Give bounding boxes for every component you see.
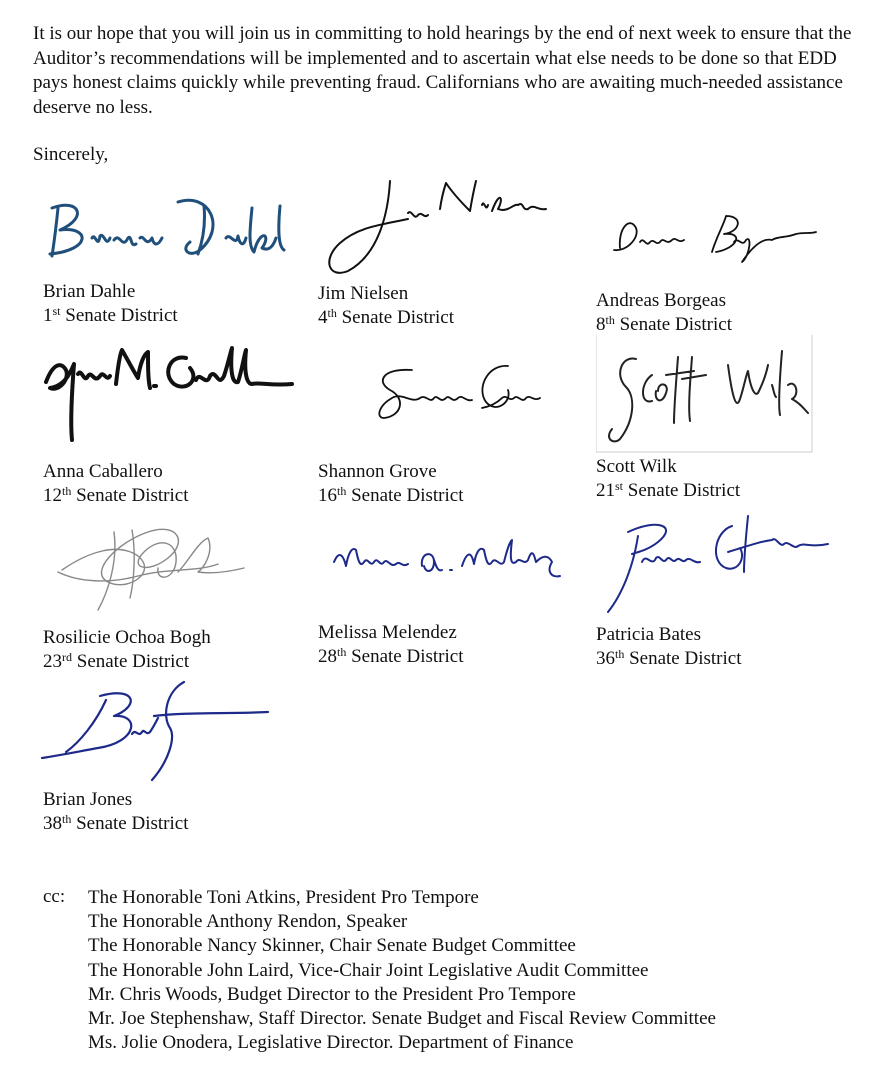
signatory-name: Brian Jones [43, 789, 133, 810]
signature-melissa-melendez [330, 532, 562, 588]
signatory-district: 12th Senate District [43, 484, 189, 506]
signatory-name: Andreas Borgeas [596, 290, 726, 311]
cc-recipient: The Honorable Toni Atkins, President Pro Tempore [88, 887, 479, 908]
signatory-name: Scott Wilk [596, 456, 677, 477]
signatory-district: 8th Senate District [596, 313, 732, 335]
signatory-name: Brian Dahle [43, 281, 136, 302]
cc-recipient: Mr. Chris Woods, Budget Director to the President Pro Tempore [88, 983, 576, 1005]
signatory-district: 16th Senate District [318, 484, 464, 506]
signatory-name: Patricia Bates [596, 624, 701, 645]
cc-recipient: The Honorable John Laird, Vice-Chair Joint Legislative Audit Committee [88, 959, 649, 981]
signature-andreas-borgeas [596, 208, 826, 268]
cc-list [88, 886, 716, 1055]
signature-shannon-grove [372, 358, 552, 433]
signatory-district: 38th Senate District [43, 812, 189, 834]
letter-paragraph: It is our hope that you will join us in committing to hold hearings by the end of next week to ensure that the Auditor’s recommendations will be implemented and to ascertain what else needs to be done so that EDD pays honest claims quickly while preventing fraud. Californians who are awaiting much-needed assistance deserve no less. [33, 23, 852, 118]
signatory-district: 23rd Senate District [43, 650, 190, 672]
signature-scott-wilk [596, 335, 814, 453]
signature-brian-dahle [40, 188, 290, 268]
signature-anna-caballero [40, 340, 300, 445]
cc-recipient: Mr. Joe Stephenshaw, Staff Director. Senate Budget and Fiscal Review Committee [88, 1008, 716, 1030]
signatory-name: Jim Nielsen [318, 283, 409, 304]
signatory-name: Rosilicie Ochoa Bogh [43, 627, 211, 648]
signatory-district: 36th Senate District [596, 647, 742, 669]
signatory-name: Melissa Melendez [318, 622, 457, 643]
signature-jim-nielsen [318, 175, 558, 280]
signatory-district: 1st Senate District [43, 304, 178, 326]
signatory-district: 28th Senate District [318, 645, 464, 667]
signature-brian-jones [36, 672, 272, 784]
signatory-district: 21st Senate District [596, 479, 741, 501]
cc-recipient: The Honorable Anthony Rendon, Speaker [88, 911, 408, 933]
signature-rosilicie-ochoa-bogh [48, 512, 248, 612]
signature-patricia-bates [598, 512, 830, 620]
cc-recipient: Ms. Jolie Onodera, Legislative Director. Department of Finance [88, 1032, 574, 1054]
cc-label: cc: [43, 886, 66, 907]
signatory-name: Anna Caballero [43, 461, 163, 482]
signatory-name: Shannon Grove [318, 461, 437, 482]
closing: Sincerely, [33, 144, 109, 165]
signatory-district: 4th Senate District [318, 306, 454, 328]
cc-recipient: The Honorable Nancy Skinner, Chair Senate Budget Committee [88, 935, 576, 957]
